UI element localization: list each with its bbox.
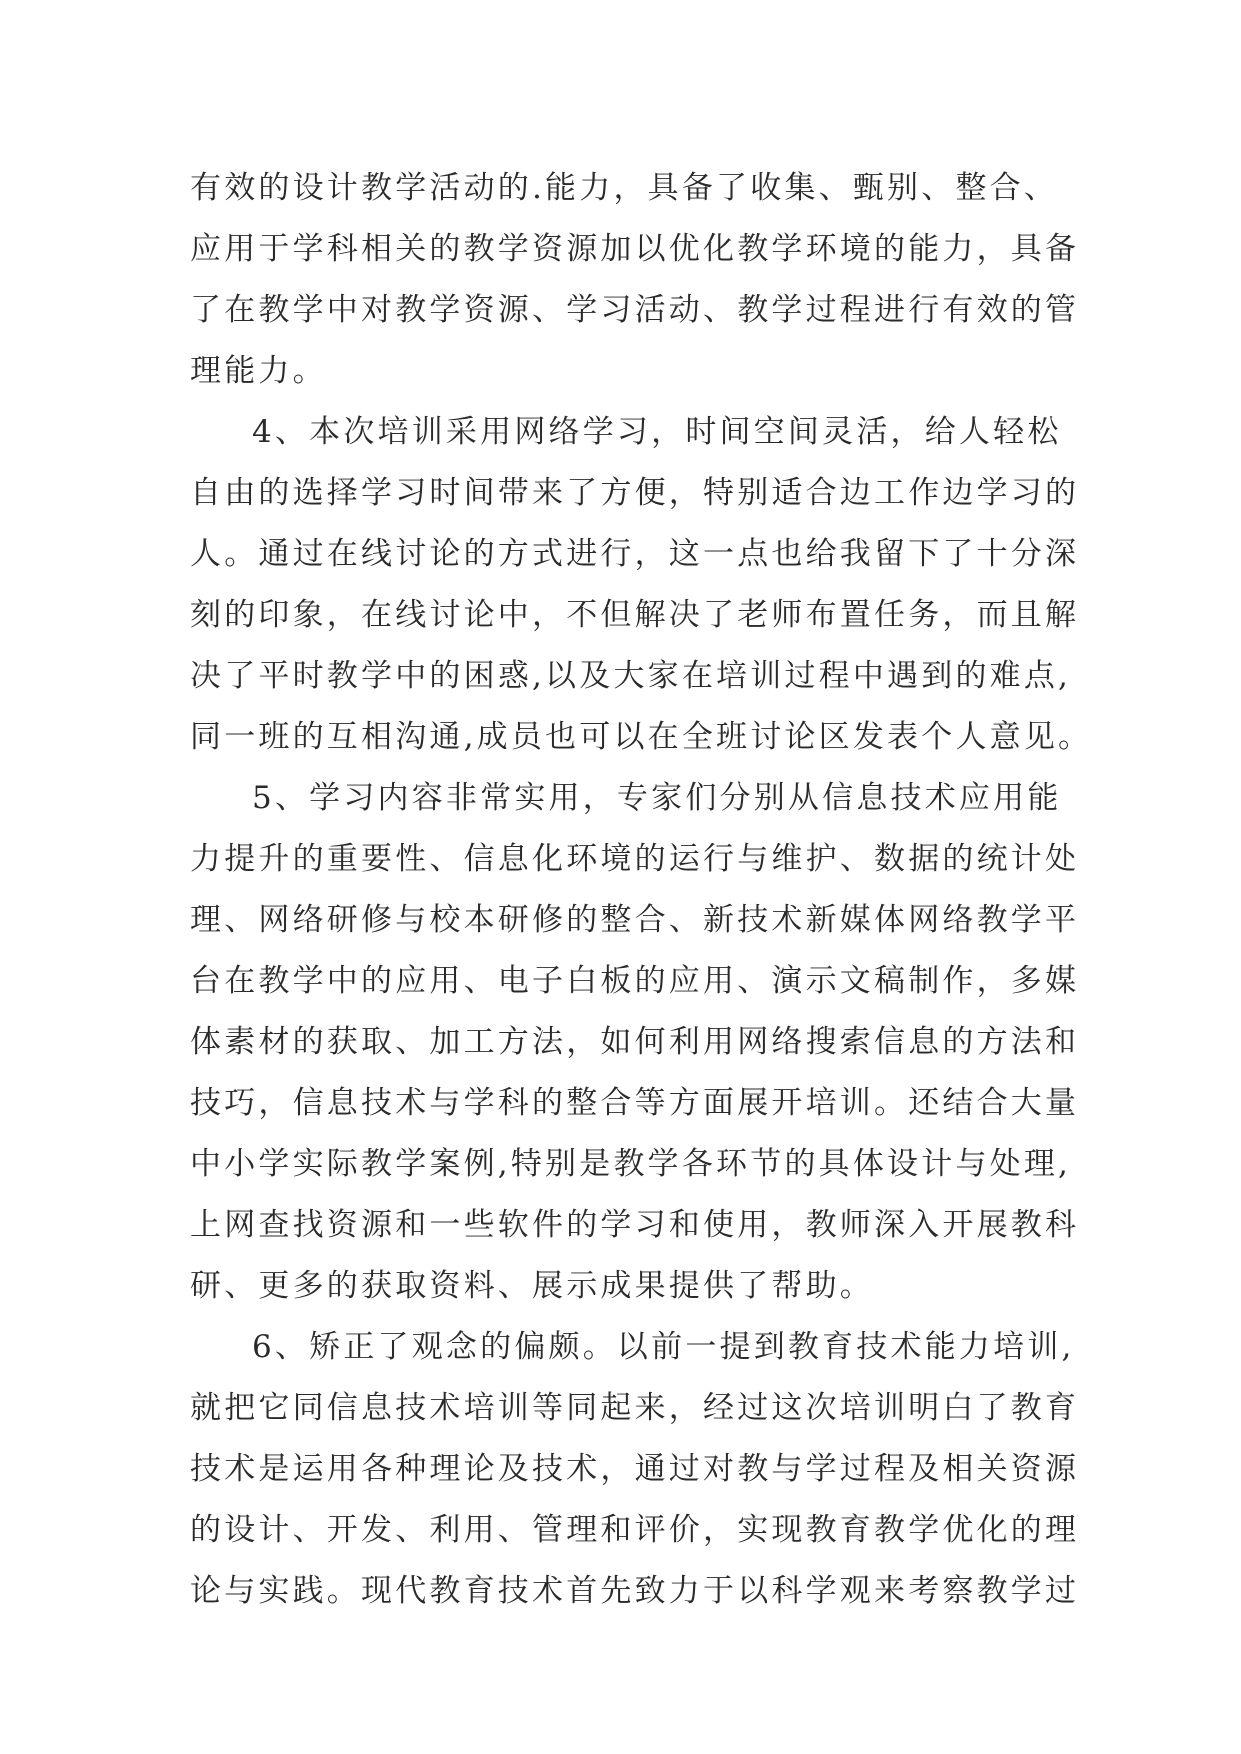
text-line: 了在教学中对教学资源、学习活动、教学过程进行有效的管 <box>190 292 1080 328</box>
text-line: 技术是运用各种理论及技术，通过对教与学过程及相关资源 <box>190 1451 1080 1487</box>
text-line: 中小学实际教学案例,特别是教学各环节的具体设计与处理, <box>190 1146 1072 1182</box>
text-line: 力提升的重要性、信息化环境的运行与维护、数据的统计处 <box>190 841 1080 877</box>
text-line: 有效的设计教学活动的.能力，具备了收集、甄别、整合、 <box>190 170 1059 206</box>
text-line: 论与实践。现代教育技术首先致力于以科学观来考察教学过 <box>190 1573 1080 1609</box>
text-line: 6、矫正了观念的偏颇。以前一提到教育技术能力培训, <box>252 1329 1075 1365</box>
text-line: 台在教学中的应用、电子白板的应用、演示文稿制作，多媒 <box>190 963 1080 999</box>
text-line: 自由的选择学习时间带来了方便，特别适合边工作边学习的 <box>190 475 1080 511</box>
text-line: 决了平时教学中的困惑,以及大家在培训过程中遇到的难点, <box>190 658 1072 694</box>
text-line: 技巧，信息技术与学科的整合等方面展开培训。还结合大量 <box>190 1085 1080 1121</box>
text-line: 人。通过在线讨论的方式进行，这一点也给我留下了十分深 <box>190 536 1080 572</box>
text-line: 应用于学科相关的教学资源加以优化教学环境的能力，具备 <box>190 231 1080 267</box>
text-line: 理、网络研修与校本研修的整合、新技术新媒体网络教学平 <box>190 902 1080 938</box>
text-line: 4、本次培训采用网络学习，时间空间灵活，给人轻松 <box>252 414 1062 450</box>
text-line: 同一班的互相沟通,成员也可以在全班讨论区发表个人意见。 <box>190 719 1093 755</box>
text-line: 理能力。 <box>190 353 327 389</box>
body-text <box>190 158 1093 1622</box>
text-line: 5、学习内容非常实用，专家们分别从信息技术应用能 <box>252 780 1062 816</box>
text-line: 刻的印象，在线讨论中，不但解决了老师布置任务，而且解 <box>190 597 1080 633</box>
text-line: 就把它同信息技术培训等同起来，经过这次培训明白了教育 <box>190 1390 1080 1426</box>
text-line: 的设计、开发、利用、管理和评价，实现教育教学优化的理 <box>190 1512 1080 1548</box>
text-line: 研、更多的获取资料、展示成果提供了帮助。 <box>190 1268 874 1304</box>
text-line: 上网查找资源和一些软件的学习和使用，教师深入开展教科 <box>190 1207 1080 1243</box>
text-line: 体素材的获取、加工方法，如何利用网络搜索信息的方法和 <box>190 1024 1080 1060</box>
